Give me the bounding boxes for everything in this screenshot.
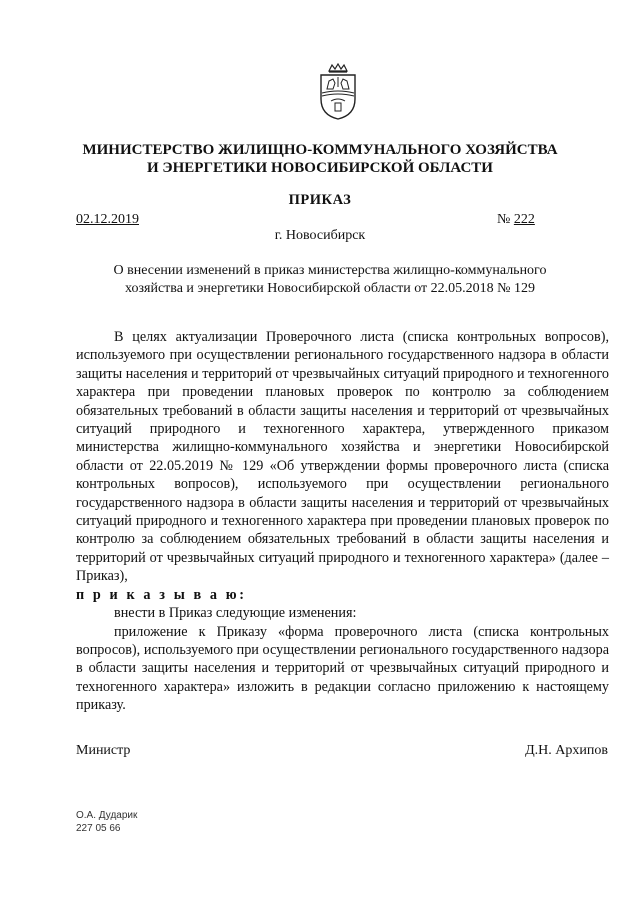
ministry-name-line2: И ЭНЕРГЕТИКИ НОВОСИБИРСКОЙ ОБЛАСТИ — [147, 160, 493, 176]
item-text: приложение к Приказу «форма проверочного листа (списка контрольных вопросов), используемого при осуществлении регионального государственного надзора в области защиты населения и территорий от чрезвычайных ситуаций природного и техногенного характера» изложить в редакции согласно приложению к настоящему приказу. — [76, 623, 609, 714]
author-phone: 227 05 66 — [76, 823, 121, 834]
order-number-prefix: № — [497, 212, 514, 227]
preamble-paragraph: В целях актуализации Проверочного листа (списка контрольных вопросов), используемого при осуществлении регионального государственного надзора в области защиты населения и территорий от чрезвычайных ситуаций природного и техногенного характера при проведении плановых проверок по контролю за соблюдением обязательных требований в области защиты населения и территорий от чрезвычайных ситуаций природного и техногенного характера, утвержденного приказом министерства жилищно-коммунального хозяйства и энергетики Новосибирской области от 22.05.2019 № 129 «Об утверждении формы проверочного листа (списка контрольных вопросов), используемого при осуществлении регионального государственного надзора в области защиты населения и территорий от чрезвычайных ситуаций природного и техногенного характера при проведении плановых проверок по контролю за соблюдением обязательных требований в области защиты населения и территорий от чрезвычайных ситуаций природного и техногенного характера» (далее – Приказ), — [76, 329, 609, 585]
order-number — [497, 212, 535, 228]
order-number-value: 222 — [513, 212, 535, 227]
subject-line2: хозяйства и энергетики Новосибирской области от 22.05.2018 № 129 — [125, 281, 535, 296]
document-type: ПРИКАЗ — [288, 192, 352, 208]
ministry-name-line1: МИНИСТЕРСТВО ЖИЛИЩНО-КОММУНАЛЬНОГО ХОЗЯЙСТВА — [82, 142, 558, 158]
author-name: О.А. Дударик — [76, 810, 138, 821]
coat-of-arms-icon — [313, 63, 363, 121]
signature-name: Д.Н. Архипов — [525, 743, 608, 758]
order-body — [76, 328, 609, 715]
subject-line1: О внесении изменений в приказ министерства жилищно-коммунального — [113, 263, 547, 278]
order-date: 02.12.2019 — [76, 212, 139, 227]
order-city: г. Новосибирск — [274, 228, 366, 243]
signature-position: Министр — [76, 743, 131, 758]
item-intro: внести в Приказ следующие изменения: — [114, 605, 357, 622]
order-verb: п р и к а з ы в а ю: — [76, 586, 247, 603]
